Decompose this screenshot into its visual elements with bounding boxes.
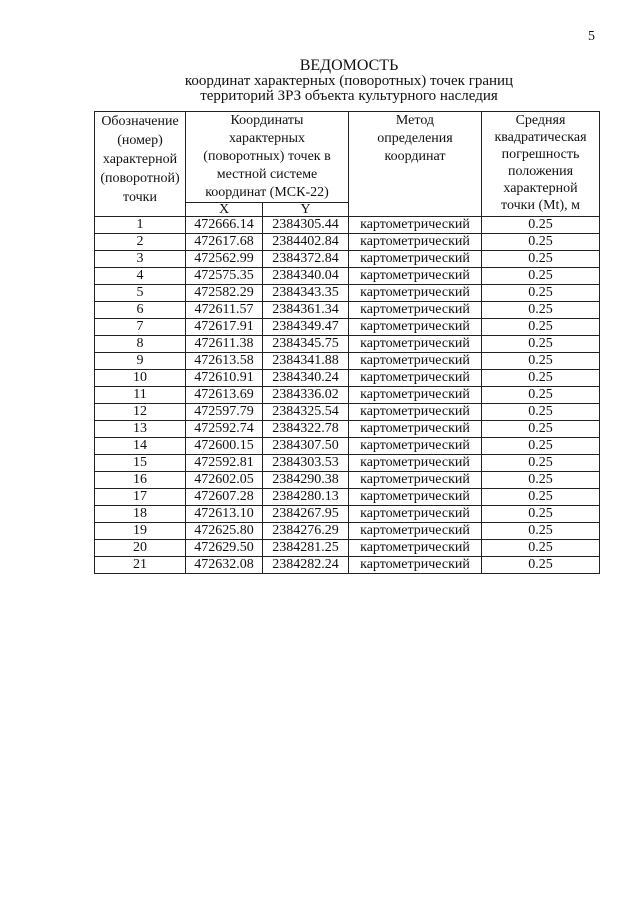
point-number-cell: 13 <box>95 421 186 438</box>
point-number-cell: 4 <box>95 268 186 285</box>
error-value-cell: 0.25 <box>482 234 600 251</box>
header-method-line: координат <box>384 149 446 164</box>
error-value-cell: 0.25 <box>482 489 600 506</box>
error-value-cell: 0.25 <box>482 557 600 574</box>
coord-y-cell: 2384280.13 <box>263 489 349 506</box>
title-line-1: координат характерных (поворотных) точек границ <box>184 73 514 89</box>
method-cell: картометрический <box>349 251 482 268</box>
error-value-cell: 0.25 <box>482 268 600 285</box>
table-row <box>95 472 600 489</box>
method-cell: картометрический <box>349 472 482 489</box>
coord-y-cell: 2384281.25 <box>263 540 349 557</box>
point-number-cell: 9 <box>95 353 186 370</box>
header-error-line: положения <box>507 164 574 179</box>
coord-x-cell: 472592.81 <box>186 455 263 472</box>
coord-x-cell: 472613.10 <box>186 506 263 523</box>
coord-x-cell: 472592.74 <box>186 421 263 438</box>
header-coordinates-line: (поворотных) точек в <box>203 149 331 164</box>
coord-y-cell: 2384322.78 <box>263 421 349 438</box>
coord-y-cell: 2384361.34 <box>263 302 349 319</box>
error-value-cell: 0.25 <box>482 217 600 234</box>
header-x: X <box>186 203 263 217</box>
method-cell: картометрический <box>349 421 482 438</box>
coord-x-cell: 472582.29 <box>186 285 263 302</box>
error-value-cell: 0.25 <box>482 472 600 489</box>
point-number-cell: 1 <box>95 217 186 234</box>
table-row <box>95 251 600 268</box>
header-error-line: квадратическая <box>494 130 587 145</box>
method-cell: картометрический <box>349 404 482 421</box>
table-row <box>95 336 600 353</box>
method-cell: картометрический <box>349 217 482 234</box>
method-cell: картометрический <box>349 370 482 387</box>
header-method-line: определения <box>377 131 453 146</box>
point-number-cell: 3 <box>95 251 186 268</box>
coord-x-cell: 472625.80 <box>186 523 263 540</box>
table-row <box>95 268 600 285</box>
table-row <box>95 455 600 472</box>
error-value-cell: 0.25 <box>482 404 600 421</box>
method-cell: картометрический <box>349 438 482 455</box>
page-number: 5 <box>588 29 595 44</box>
header-designation-line: (номер) <box>117 133 163 148</box>
header-error-line: погрешность <box>501 147 580 162</box>
point-number-cell: 10 <box>95 370 186 387</box>
error-value-cell: 0.25 <box>482 540 600 557</box>
point-number-cell: 12 <box>95 404 186 421</box>
error-value-cell: 0.25 <box>482 370 600 387</box>
header-error-line: характерной <box>503 181 578 196</box>
table-row <box>95 557 600 574</box>
coord-x-cell: 472611.57 <box>186 302 263 319</box>
header-designation-line: (поворотной) <box>100 171 180 186</box>
method-cell: картометрический <box>349 285 482 302</box>
header-method-line: Метод <box>395 113 435 128</box>
method-cell: картометрический <box>349 234 482 251</box>
table-row <box>95 319 600 336</box>
header-coordinates-line: Координаты <box>230 113 304 128</box>
header-y: Y <box>263 203 349 217</box>
header-coordinates-line: характерных <box>228 131 306 146</box>
coord-x-cell: 472613.58 <box>186 353 263 370</box>
error-value-cell: 0.25 <box>482 421 600 438</box>
table-row <box>95 234 600 251</box>
table-row <box>95 404 600 421</box>
coord-y-cell: 2384340.04 <box>263 268 349 285</box>
error-value-cell: 0.25 <box>482 523 600 540</box>
coord-y-cell: 2384343.35 <box>263 285 349 302</box>
coord-y-cell: 2384341.88 <box>263 353 349 370</box>
table-row <box>95 540 600 557</box>
header-coordinates-line: местной системе <box>216 167 318 182</box>
table-row <box>95 523 600 540</box>
point-number-cell: 14 <box>95 438 186 455</box>
coord-y-cell: 2384345.75 <box>263 336 349 353</box>
table-body <box>95 217 600 574</box>
method-cell: картометрический <box>349 489 482 506</box>
point-number-cell: 16 <box>95 472 186 489</box>
method-cell: картометрический <box>349 557 482 574</box>
error-value-cell: 0.25 <box>482 302 600 319</box>
point-number-cell: 20 <box>95 540 186 557</box>
coord-y-cell: 2384290.38 <box>263 472 349 489</box>
header-designation-line: точки <box>123 190 157 205</box>
point-number-cell: 21 <box>95 557 186 574</box>
error-value-cell: 0.25 <box>482 455 600 472</box>
error-value-cell: 0.25 <box>482 438 600 455</box>
method-cell: картометрический <box>349 540 482 557</box>
method-cell: картометрический <box>349 319 482 336</box>
point-number-cell: 7 <box>95 319 186 336</box>
coord-y-cell: 2384340.24 <box>263 370 349 387</box>
table-header <box>95 112 600 217</box>
header-coordinates-line: координат (МСК-22) <box>205 185 329 200</box>
error-value-cell: 0.25 <box>482 285 600 302</box>
coord-x-cell: 472617.91 <box>186 319 263 336</box>
coord-x-cell: 472562.99 <box>186 251 263 268</box>
header-error <box>482 112 600 217</box>
coord-x-cell: 472602.05 <box>186 472 263 489</box>
coord-x-cell: 472575.35 <box>186 268 263 285</box>
method-cell: картометрический <box>349 506 482 523</box>
coord-y-cell: 2384305.44 <box>263 217 349 234</box>
header-designation-line: характерной <box>102 152 178 167</box>
document-title <box>100 57 598 104</box>
coord-x-cell: 472617.68 <box>186 234 263 251</box>
method-cell: картометрический <box>349 455 482 472</box>
coord-y-cell: 2384325.54 <box>263 404 349 421</box>
header-method <box>349 112 482 217</box>
table-row <box>95 489 600 506</box>
method-cell: картометрический <box>349 268 482 285</box>
coord-y-cell: 2384267.95 <box>263 506 349 523</box>
error-value-cell: 0.25 <box>482 353 600 370</box>
point-number-cell: 15 <box>95 455 186 472</box>
coord-x-cell: 472611.38 <box>186 336 263 353</box>
method-cell: картометрический <box>349 387 482 404</box>
coord-y-cell: 2384307.50 <box>263 438 349 455</box>
coord-x-cell: 472600.15 <box>186 438 263 455</box>
coord-x-cell: 472666.14 <box>186 217 263 234</box>
table-row <box>95 387 600 404</box>
method-cell: картометрический <box>349 353 482 370</box>
title-line-2: территорий ЗРЗ объекта культурного наследия <box>200 88 498 104</box>
header-coordinates <box>186 112 349 203</box>
header-error-line: Средняя <box>515 113 566 128</box>
header-designation-line: Обозначение <box>101 114 179 129</box>
point-number-cell: 6 <box>95 302 186 319</box>
table-row <box>95 302 600 319</box>
error-value-cell: 0.25 <box>482 251 600 268</box>
coord-y-cell: 2384349.47 <box>263 319 349 336</box>
point-number-cell: 17 <box>95 489 186 506</box>
point-number-cell: 8 <box>95 336 186 353</box>
coord-y-cell: 2384336.02 <box>263 387 349 404</box>
coord-y-cell: 2384402.84 <box>263 234 349 251</box>
coord-x-cell: 472629.50 <box>186 540 263 557</box>
point-number-cell: 11 <box>95 387 186 404</box>
point-number-cell: 2 <box>95 234 186 251</box>
error-value-cell: 0.25 <box>482 336 600 353</box>
coord-x-cell: 472610.91 <box>186 370 263 387</box>
coordinates-table <box>94 111 600 574</box>
point-number-cell: 18 <box>95 506 186 523</box>
coord-y-cell: 2384282.24 <box>263 557 349 574</box>
coord-x-cell: 472597.79 <box>186 404 263 421</box>
header-error-line: точки (Mt), м <box>501 198 580 213</box>
table-row <box>95 421 600 438</box>
table-row <box>95 353 600 370</box>
point-number-cell: 5 <box>95 285 186 302</box>
point-number-cell: 19 <box>95 523 186 540</box>
method-cell: картометрический <box>349 302 482 319</box>
table-row <box>95 217 600 234</box>
coord-y-cell: 2384276.29 <box>263 523 349 540</box>
coord-y-cell: 2384303.53 <box>263 455 349 472</box>
error-value-cell: 0.25 <box>482 319 600 336</box>
error-value-cell: 0.25 <box>482 506 600 523</box>
table-row <box>95 285 600 302</box>
method-cell: картометрический <box>349 523 482 540</box>
coord-y-cell: 2384372.84 <box>263 251 349 268</box>
method-cell: картометрический <box>349 336 482 353</box>
table-row <box>95 506 600 523</box>
title-main: ВЕДОМОСТЬ <box>299 57 399 74</box>
header-designation <box>95 112 186 217</box>
coord-x-cell: 472613.69 <box>186 387 263 404</box>
table-row <box>95 438 600 455</box>
coord-x-cell: 472607.28 <box>186 489 263 506</box>
error-value-cell: 0.25 <box>482 387 600 404</box>
coord-x-cell: 472632.08 <box>186 557 263 574</box>
table-row <box>95 370 600 387</box>
